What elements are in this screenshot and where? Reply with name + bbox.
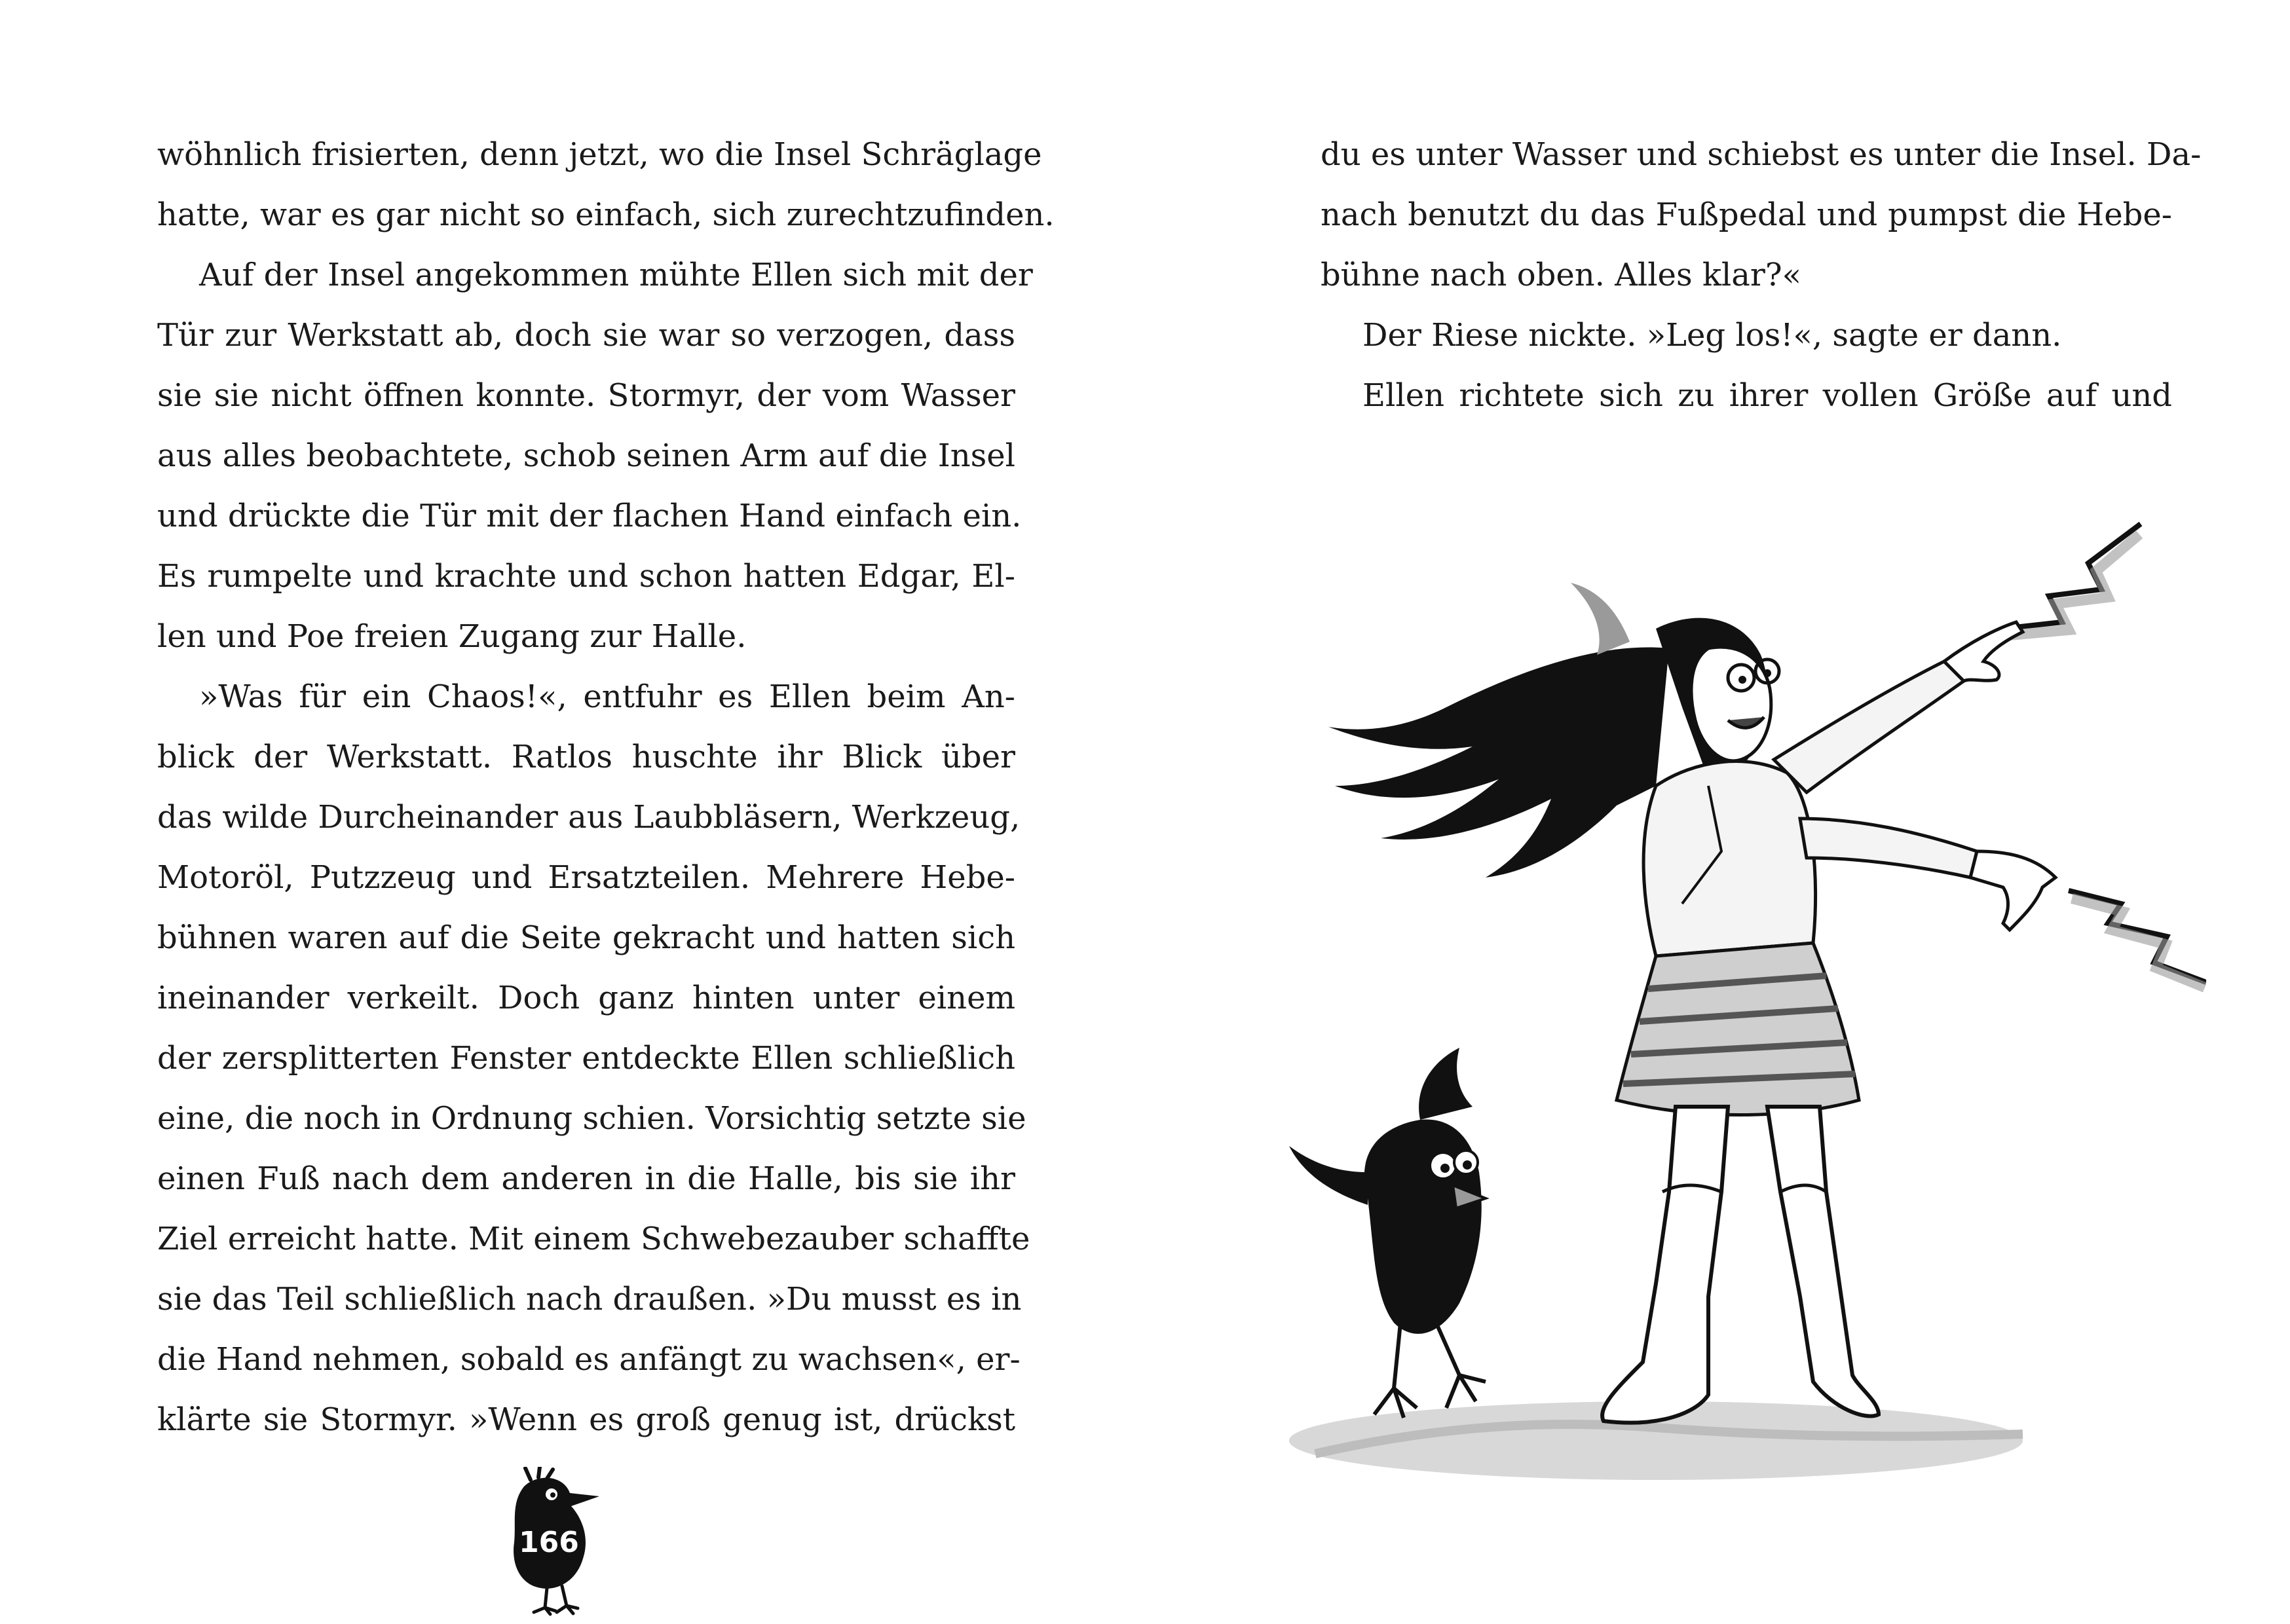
- right-page: [1145, 0, 2290, 1624]
- text-line: du es unter Wasser und schiebst es unter die Insel. Da-: [1321, 136, 2202, 173]
- right-page-text: [1321, 124, 2202, 426]
- text-line: »Was für ein Chaos!«, entfuhr es Ellen beim An-: [199, 678, 1015, 715]
- lightning-lower-icon: [2069, 891, 2206, 987]
- text-line: sie das Teil schließlich nach draußen. »Du musst es in: [157, 1281, 1022, 1318]
- text-line: bühnen waren auf die Seite gekracht und hatten sich: [157, 919, 1015, 956]
- text-line: Der Riese nickte. »Leg los!«, sagte er dann.: [1362, 317, 2062, 354]
- text-line: nach benutzt du das Fußpedal und pumpst die Hebe-: [1321, 196, 2172, 233]
- text-line: ineinander verkeilt. Doch ganz hinten unter einem: [157, 980, 1015, 1016]
- text-line: sie sie nicht öffnen konnte. Stormyr, der vom Wasser: [157, 377, 1015, 414]
- text-line: und drückte die Tür mit der flachen Hand einfach ein.: [157, 498, 1022, 534]
- text-line: Ellen richtete sich zu ihrer vollen Größe auf und: [1362, 377, 2172, 414]
- page-number: 166: [519, 1526, 579, 1559]
- raven-page-number-icon: [485, 1467, 629, 1617]
- text-line: Es rumpelte und krachte und schon hatten Edgar, El-: [157, 558, 1015, 595]
- text-line: Ziel erreicht hatte. Mit einem Schwebezauber schaffte: [157, 1221, 1030, 1257]
- lightning-upper-icon: [2003, 524, 2141, 635]
- text-line: blick der Werkstatt. Ratlos huschte ihr Blick über: [157, 739, 1015, 775]
- ellen-and-poe-illustration: [1289, 511, 2206, 1506]
- text-line: aus alles beobachtete, schob seinen Arm auf die Insel: [157, 437, 1015, 474]
- text-line: Tür zur Werkstatt ab, doch sie war so verzogen, dass: [157, 317, 1015, 354]
- text-line: bühne nach oben. Alles klar?«: [1321, 257, 1801, 293]
- text-line: die Hand nehmen, sobald es anfängt zu wachsen«, er-: [157, 1341, 1021, 1378]
- text-line: Auf der Insel angekommen mühte Ellen sich mit der: [199, 257, 1033, 293]
- raven-poe-figure: [1289, 1048, 1486, 1418]
- left-page-text: [157, 124, 1055, 1450]
- text-line: das wilde Durcheinander aus Laubbläsern, Werkzeug,: [157, 799, 1021, 836]
- text-line: einen Fuß nach dem anderen in die Halle, bis sie ihr: [157, 1160, 1015, 1197]
- text-line: eine, die noch in Ordnung schien. Vorsichtig setzte sie: [157, 1100, 1026, 1137]
- text-line: wöhnlich frisierten, denn jetzt, wo die Insel Schräglage: [157, 136, 1042, 173]
- text-line: der zersplitterten Fenster entdeckte Ellen schließlich: [157, 1040, 1015, 1077]
- text-line: klärte sie Stormyr. »Wenn es groß genug ist, drückst: [157, 1401, 1015, 1438]
- text-line: Motoröl, Putzzeug und Ersatzteilen. Mehrere Hebe-: [157, 859, 1015, 896]
- text-line: len und Poe freien Zugang zur Halle.: [157, 618, 747, 655]
- text-line: hatte, war es gar nicht so einfach, sich zurechtzufinden.: [157, 196, 1055, 233]
